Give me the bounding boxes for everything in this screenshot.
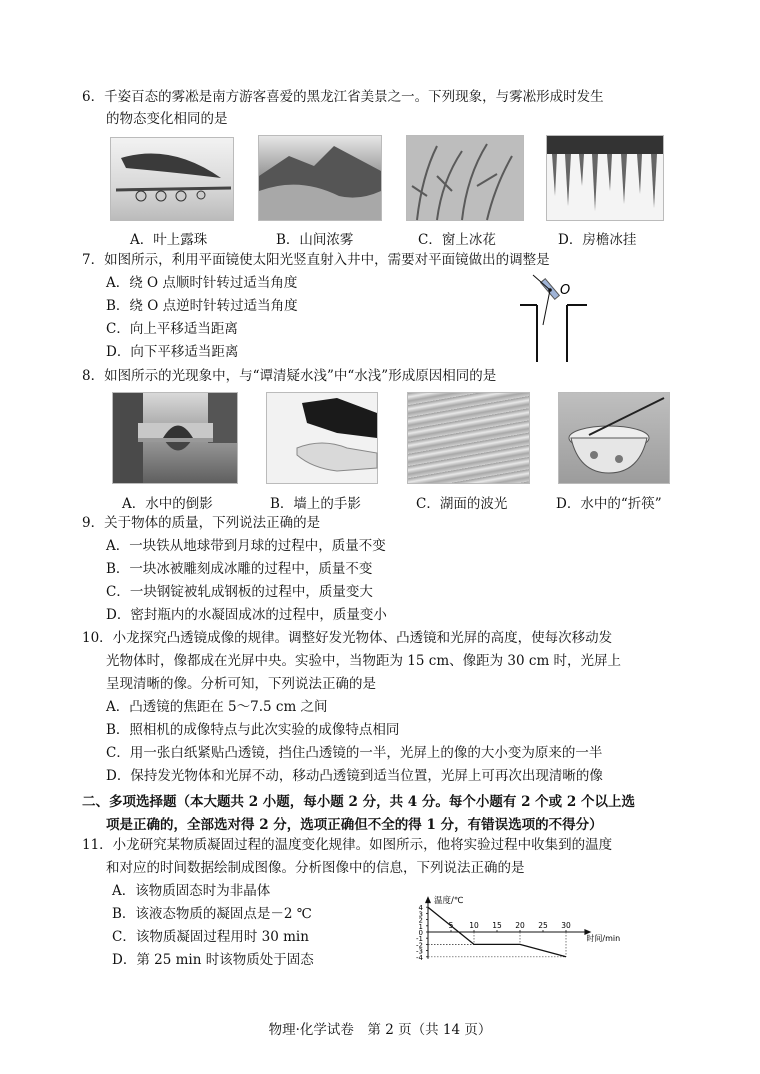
y-tick-label: 4 xyxy=(418,904,423,913)
page-footer: 物理·化学试卷 第 2 页（共 14 页） xyxy=(268,1022,492,1038)
q11-option-d: D．第 25 min 时该物质处于固态 xyxy=(112,952,314,968)
q9-option-d: D．密封瓶内的水凝固成冰的过程中，质量变小 xyxy=(106,607,387,623)
x-tick-label: 10 xyxy=(469,921,479,930)
y-tick-label: 2 xyxy=(418,916,423,925)
q8-option-b: B．墙上的手影 xyxy=(270,496,361,512)
q9-option-a: A．一块铁从地球带到月球的过程中，质量不变 xyxy=(106,538,386,554)
q6-stem-line1: 6．千姿百态的雾凇是南方游客喜爱的黑龙江省美景之一。下列现象，与雾凇形成时发生 xyxy=(82,89,604,105)
q11-option-b: B．该液态物质的凝固点是－2 ℃ xyxy=(112,906,312,922)
y-tick-label: -4 xyxy=(416,953,423,962)
x-tick-label: 20 xyxy=(515,921,525,930)
q8-option-c: C．湖面的波光 xyxy=(416,496,508,512)
y-tick-label: -2 xyxy=(416,941,423,950)
x-tick-label: 15 xyxy=(492,921,502,930)
q6-stem-line2: 的物态变化相同的是 xyxy=(106,111,228,127)
cooling-curve-chart xyxy=(410,876,621,976)
q7-option-a: A．绕 O 点顺时针转过适当角度 xyxy=(106,275,298,291)
q8-stem: 8．如图所示的光现象中，与“谭清疑水浅”中“水浅”形成原因相同的是 xyxy=(82,368,497,384)
q8-option-a: A．水中的倒影 xyxy=(122,496,213,512)
q7-stem: 7．如图所示，利用平面镜使太阳光竖直射入井中，需要对平面镜做出的调整是 xyxy=(82,252,550,268)
x-tick-label: 25 xyxy=(538,921,548,930)
q6-option-a: A．叶上露珠 xyxy=(130,232,208,248)
x-tick-label: 5 xyxy=(448,921,454,930)
y-tick-label: -1 xyxy=(416,935,423,944)
x-tick-label: 30 xyxy=(561,921,571,930)
x-axis-label: 时间/min xyxy=(586,934,621,943)
q6-option-c: C．窗上冰花 xyxy=(418,232,496,248)
q10-option-d: D．保持发光物体和光屏不动，移动凸透镜到适当位置，光屏上可再次出现清晰的像 xyxy=(106,768,603,784)
mountain-fog-photo xyxy=(258,135,382,221)
icicles-photo xyxy=(546,135,664,221)
q10-option-c: C．用一张白纸紧贴凸透镜，挡住凸透镜的一半，光屏上的像的大小变为原来的一半 xyxy=(106,745,603,761)
y-tick-label: 0 xyxy=(418,929,423,937)
y-tick-label: 3 xyxy=(418,910,423,919)
y-tick-label: 1 xyxy=(418,922,423,931)
q10-stem-line3: 呈现清晰的像。分析可知，下列说法正确的是 xyxy=(106,676,376,692)
q10-option-b: B．照相机的成像特点与此次实验的成像特点相同 xyxy=(106,722,400,738)
y-axis-arrow xyxy=(425,896,431,903)
window-frost-photo xyxy=(406,135,524,221)
q6-option-d: D．房檐冰挂 xyxy=(558,232,637,248)
q11-option-a: A．该物质固态时为非晶体 xyxy=(112,883,271,899)
q10-stem-line1: 10．小龙探究凸透镜成像的规律。调整好发光物体、凸透镜和光屏的高度，使每次移动发 xyxy=(82,630,613,646)
q10-option-a: A．凸透镜的焦距在 5～7.5 cm 之间 xyxy=(106,699,328,715)
q11-option-c: C．该物质凝固过程用时 30 min xyxy=(112,929,309,945)
q6-option-b: B．山间浓雾 xyxy=(276,232,354,248)
section2-heading-line2: 项是正确的，全部选对得 2 分，选项正确但不全的得 1 分，有错误选项的不得分） xyxy=(106,817,603,833)
q9-option-c: C．一块钢锭被轧成钢板的过程中，质量变大 xyxy=(106,584,373,600)
bridge-reflection-photo xyxy=(112,392,238,484)
q8-option-d: D．水中的“折筷” xyxy=(556,496,662,512)
q11-stem-line1: 11．小龙研究某物质凝固过程的温度变化规律。如图所示，他将实验过程中收集到的温度 xyxy=(82,837,613,853)
bent-chopstick-photo xyxy=(558,392,670,484)
q11-stem-line2: 和对应的时间数据绘制成图像。分析图像中的信息，下列说法正确的是 xyxy=(106,860,525,876)
q9-stem: 9．关于物体的质量，下列说法正确的是 xyxy=(82,515,321,531)
q7-option-c: C．向上平移适当距离 xyxy=(106,321,238,337)
q10-stem-line2: 光物体时，像都成在光屏中央。实验中，当物距为 15 cm、像距为 30 cm 时，光屏上 xyxy=(106,653,622,669)
q7-option-d: D．向下平移适当距离 xyxy=(106,344,239,360)
dew-on-leaf-photo xyxy=(110,137,234,221)
lake-ripples-photo xyxy=(407,392,530,484)
q9-option-b: B．一块冰被雕刻成冰雕的过程中，质量不变 xyxy=(106,561,373,577)
mirror-pivot-label: O xyxy=(560,283,571,298)
well-mirror-figure xyxy=(515,270,595,365)
y-axis-label: 温度/℃ xyxy=(434,896,464,907)
section2-heading-line1: 二、多项选择题（本大题共 2 小题，每小题 2 分，共 4 分。每个小题有 2 个或 2 个以上选 xyxy=(82,794,635,810)
hand-shadow-photo xyxy=(266,392,378,484)
y-tick-label: -3 xyxy=(416,947,423,956)
q7-option-b: B．绕 O 点逆时针转过适当角度 xyxy=(106,298,298,314)
